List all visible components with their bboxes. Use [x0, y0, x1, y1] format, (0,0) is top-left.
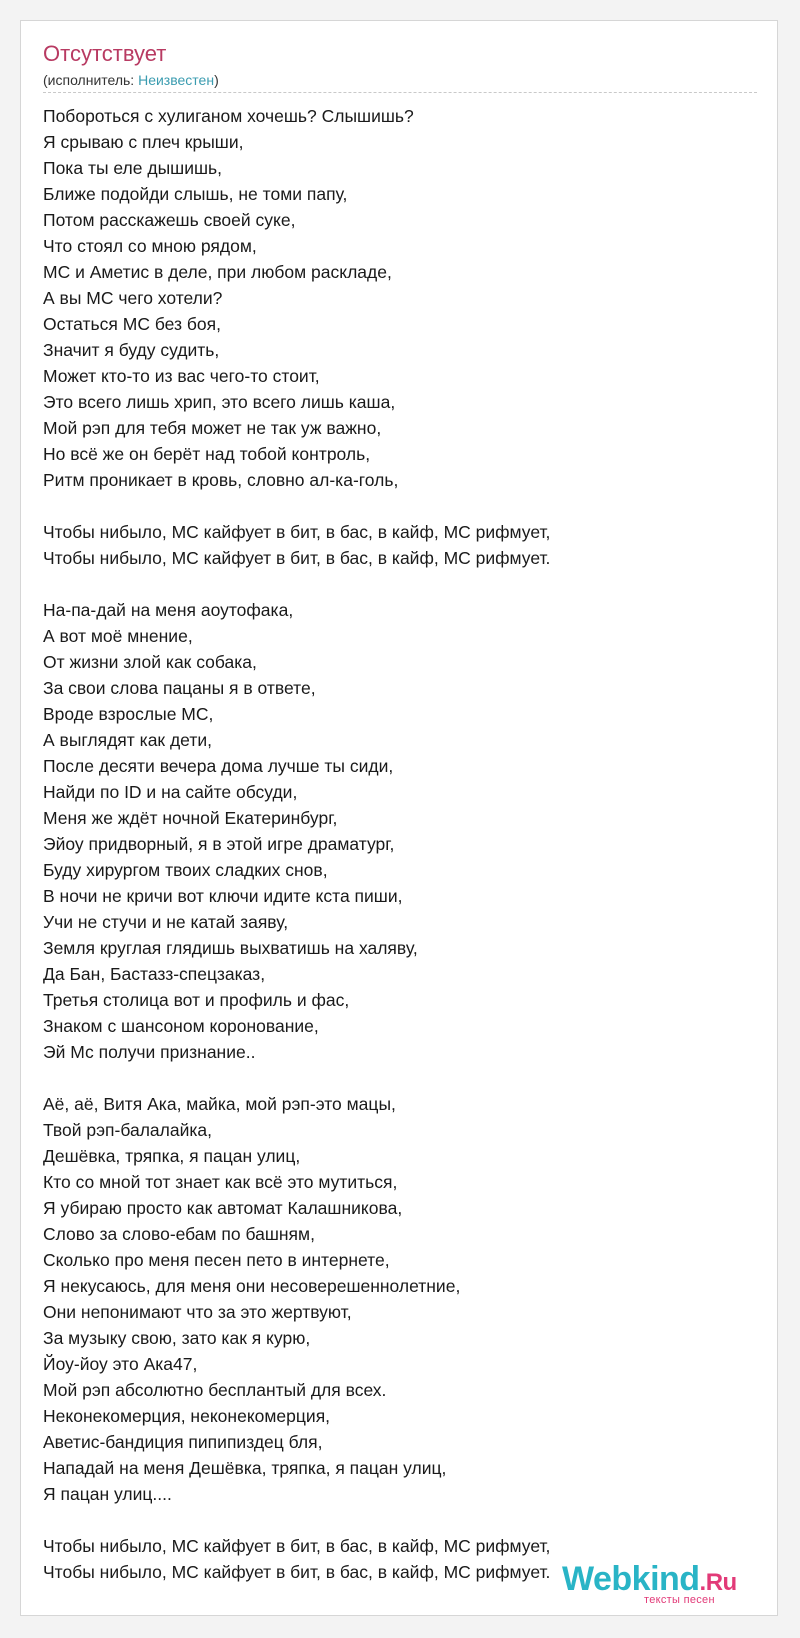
lyric-line: Чтобы нибыло, МС кайфует в бит, в бас, в кайф, МС рифмует,	[43, 522, 551, 542]
lyric-line: Слово за слово-ебам по башням,	[43, 1224, 315, 1244]
lyric-line: За свои слова пацаны я в ответе,	[43, 678, 316, 698]
lyric-line: Земля круглая глядишь выхватишь на халяву,	[43, 938, 418, 958]
lyric-line: Третья столица вот и профиль и фас,	[43, 990, 350, 1010]
lyric-line: Я некусаюсь, для меня они несоверешеннолетние,	[43, 1276, 461, 1296]
lyric-line: Может кто-то из вас чего-то стоит,	[43, 366, 320, 386]
lyric-line: Дешёвка, тряпка, я пацан улиц,	[43, 1146, 301, 1166]
lyric-line: Аветис-бандиция пипипиздец бля,	[43, 1432, 323, 1452]
lyric-line: Чтобы нибыло, МС кайфует в бит, в бас, в кайф, МС рифмует,	[43, 1536, 551, 1556]
lyric-line: Эйоу придворный, я в этой игре драматург,	[43, 834, 395, 854]
lyric-line: Нападай на меня Дешёвка, тряпка, я пацан улиц,	[43, 1458, 447, 1478]
lyric-line: Твой рэп-балалайка,	[43, 1120, 213, 1140]
lyric-line: А вы МС чего хотели?	[43, 288, 223, 308]
lyric-line: Учи не стучи и не катай заяву,	[43, 912, 289, 932]
lyric-line: После десяти вечера дома лучше ты сиди,	[43, 756, 394, 776]
lyric-line: Найди по ID и на сайте обсуди,	[43, 782, 298, 802]
lyric-line: Это всего лишь хрип, это всего лишь каша,	[43, 392, 396, 412]
artist-link[interactable]: Неизвестен	[138, 72, 215, 88]
lyric-line: На-па-дай на меня аоутофака,	[43, 600, 294, 620]
lyrics-body	[43, 103, 757, 1585]
lyric-line: Остаться МС без боя,	[43, 314, 221, 334]
lyric-line: МС и Аметис в деле, при любом раскладе,	[43, 262, 392, 282]
lyric-line: Чтобы нибыло, МС кайфует в бит, в бас, в кайф, МС рифмует.	[43, 1562, 551, 1582]
artist-line	[43, 73, 219, 87]
lyric-line: Я пацан улиц....	[43, 1484, 172, 1504]
lyric-line: От жизни злой как собака,	[43, 652, 257, 672]
logo-name: Webkind	[562, 1560, 700, 1598]
lyric-line: Я срываю с плеч крыши,	[43, 132, 244, 152]
artist-suffix: )	[214, 72, 219, 88]
stanza-gap	[43, 571, 757, 597]
lyric-line: Мой рэп для тебя может не так уж важно,	[43, 418, 382, 438]
lyric-line: Сколько про меня песен пето в интернете,	[43, 1250, 390, 1270]
lyric-line: Что стоял со мною рядом,	[43, 236, 257, 256]
lyric-line: Аё, аё, Витя Ака, майка, мой рэп-это мацы,	[43, 1094, 396, 1114]
lyric-line: Буду хирургом твоих сладких снов,	[43, 860, 328, 880]
stanza-gap	[43, 1507, 757, 1533]
lyric-line: Да Бан, Бастазз-спецзаказ,	[43, 964, 266, 984]
lyric-line: Знаком с шансоном коронование,	[43, 1016, 319, 1036]
stanza-gap	[43, 493, 757, 519]
logo-suffix: .Ru	[699, 1569, 737, 1596]
webkind-logo[interactable]	[562, 1562, 782, 1612]
lyric-line: А вот моё мнение,	[43, 626, 193, 646]
logo-wordmark	[562, 1562, 737, 1596]
song-title: Отсутствует	[43, 41, 167, 66]
stanza-gap	[43, 1065, 757, 1091]
lyric-line: Пока ты еле дышишь,	[43, 158, 222, 178]
lyric-line: В ночи не кричи вот ключи идите кста пиши,	[43, 886, 403, 906]
lyric-line: А выглядят как дети,	[43, 730, 212, 750]
lyric-line: Неконекомерция, неконекомерция,	[43, 1406, 331, 1426]
lyric-line: За музыку свою, зато как я курю,	[43, 1328, 311, 1348]
logo-tagline: тексты песен	[644, 1594, 715, 1606]
lyric-line: Кто со мной тот знает как всё это мутиться,	[43, 1172, 398, 1192]
lyric-line: Потом расскажешь своей суке,	[43, 210, 296, 230]
lyric-line: Но всё же он берёт над тобой контроль,	[43, 444, 371, 464]
lyric-line: Мой рэп абсолютно бесплантый для всех.	[43, 1380, 387, 1400]
lyric-line: Побороться с хулиганом хочешь? Слышишь?	[43, 106, 414, 126]
lyric-line: Эй Мс получи признание..	[43, 1042, 256, 1062]
lyric-line: Чтобы нибыло, МС кайфует в бит, в бас, в кайф, МС рифмует.	[43, 548, 551, 568]
lyric-line: Меня же ждёт ночной Екатеринбург,	[43, 808, 338, 828]
lyric-line: Йоу-йоу это Ака47,	[43, 1354, 198, 1374]
lyric-line: Я убираю просто как автомат Калашникова,	[43, 1198, 403, 1218]
lyric-line: Ближе подойди слышь, не томи папу,	[43, 184, 348, 204]
title-divider	[43, 92, 757, 93]
lyric-line: Ритм проникает в кровь, словно ал-ка-голь,	[43, 470, 399, 490]
lyric-line: Значит я буду судить,	[43, 340, 220, 360]
lyric-line: Вроде взрослые МС,	[43, 704, 214, 724]
artist-prefix: (исполнитель:	[43, 72, 139, 88]
lyric-line: Они непонимают что за это жертвуют,	[43, 1302, 352, 1322]
song-card	[20, 20, 778, 1616]
